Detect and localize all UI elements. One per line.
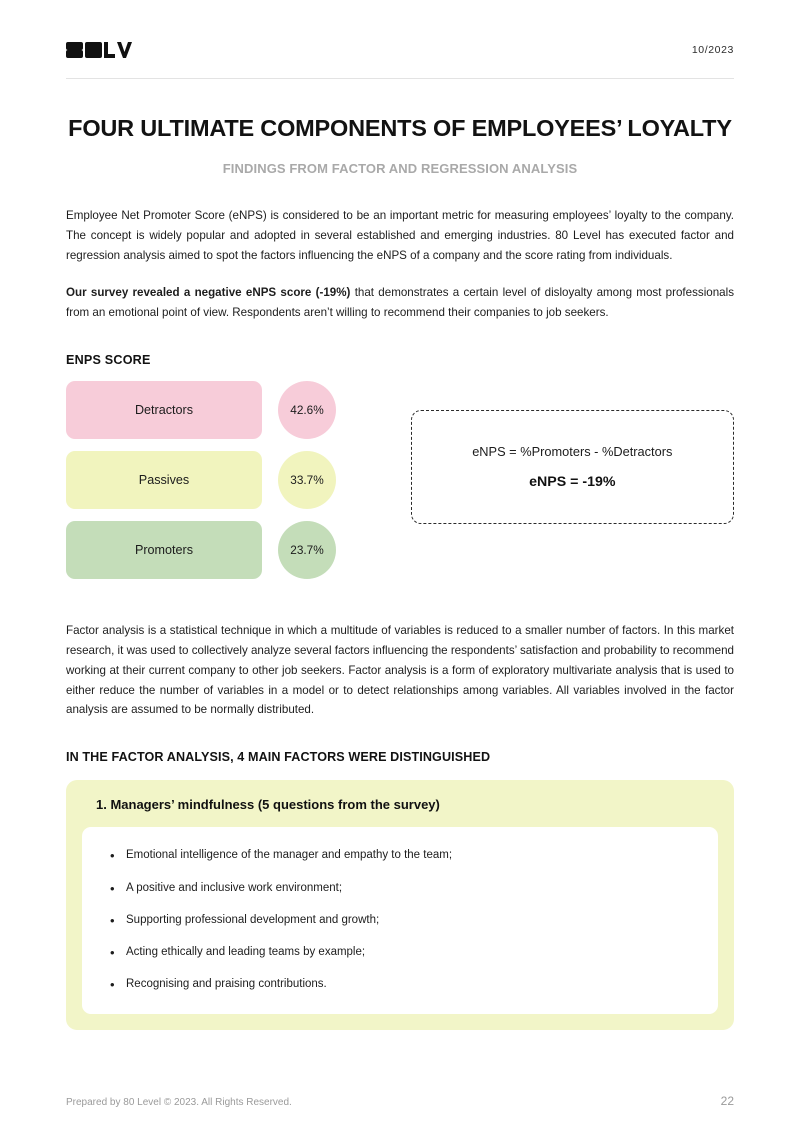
enps-bar-promoters: Promoters	[66, 521, 262, 579]
factor-card-body	[82, 827, 718, 1013]
footer-page-number: 22	[720, 1094, 734, 1108]
factor-analysis-paragraph: Factor analysis is a statistical technique in which a multitude of variables is reduced to a smaller number of factors. In this market research, it was used to collectively analyze several factors influencing the respondents’ satisfaction and probability to recommend working at their current company to other job seekers. Factor analysis is a form of exploratory multivariate analysis that is used to either reduce the number of variables in a model or to detect relationships among variables. All variables involved in the factor analysis are assumed to be normally distributed.	[66, 623, 734, 717]
page-subtitle: FINDINGS FROM FACTOR AND REGRESSION ANALYSIS	[222, 161, 578, 177]
enps-value-promoters: 23.7%	[278, 521, 336, 579]
finding-rest: that demonstrates a certain level of disloyalty among most professionals from an emotional point of view. Respondents aren’t willing to recommend their companies to job seekers.	[66, 285, 734, 319]
header-date: 10/2023	[691, 44, 734, 56]
list-item: • A positive and inclusive work environment;	[108, 880, 692, 897]
logo-mark-icon	[66, 40, 132, 60]
page-header	[66, 40, 734, 79]
enps-bar-passives: Passives	[66, 451, 262, 509]
factors-heading: IN THE FACTOR ANALYSIS, 4 MAIN FACTORS WERE DISTINGUISHED	[66, 750, 491, 765]
enps-bar-detractors: Detractors	[66, 381, 262, 439]
finding-highlight: Our survey revealed a negative eNPS score (-19%)	[66, 285, 351, 299]
list-item: • Acting ethically and leading teams by example;	[108, 944, 692, 961]
enps-rows	[66, 381, 355, 591]
factor-bullet-list	[108, 847, 692, 993]
enps-section-label: ENPS SCORE	[66, 352, 151, 367]
factor-card-title: 1. Managers’ mindfulness (5 questions from the survey)	[96, 797, 440, 813]
footer-copyright: Prepared by 80 Level © 2023. All Rights Reserved.	[66, 1097, 292, 1108]
enps-row-passives	[66, 451, 355, 509]
intro-paragraph: Employee Net Promoter Score (eNPS) is considered to be an important metric for measuring employees’ loyalty to the company. The concept is widely popular and adopted in several established and emerging industries. 80 Level has executed factor and regression analysis aimed to spot the factors influencing the eNPS of a company and the score rating from individuals.	[66, 209, 734, 262]
enps-value-detractors: 42.6%	[278, 381, 336, 439]
page-footer	[66, 1094, 734, 1108]
list-item: • Emotional intelligence of the manager and empathy to the team;	[108, 847, 692, 864]
enps-formula: eNPS = %Promoters - %Detractors	[472, 443, 673, 459]
enps-value-passives: 33.7%	[278, 451, 336, 509]
enps-row-promoters	[66, 521, 355, 579]
enps-result: eNPS = -19%	[529, 473, 616, 490]
logo-80lv	[66, 40, 132, 60]
list-item: • Recognising and praising contributions.	[108, 976, 692, 993]
page-title: FOUR ULTIMATE COMPONENTS OF EMPLOYEES’ LOYALTY	[68, 115, 732, 141]
enps-block	[66, 381, 734, 591]
enps-formula-box	[411, 410, 734, 524]
list-item: • Supporting professional development and growth;	[108, 912, 692, 929]
enps-row-detractors	[66, 381, 355, 439]
factor-card-1	[66, 780, 734, 1029]
finding-paragraph	[66, 283, 734, 323]
